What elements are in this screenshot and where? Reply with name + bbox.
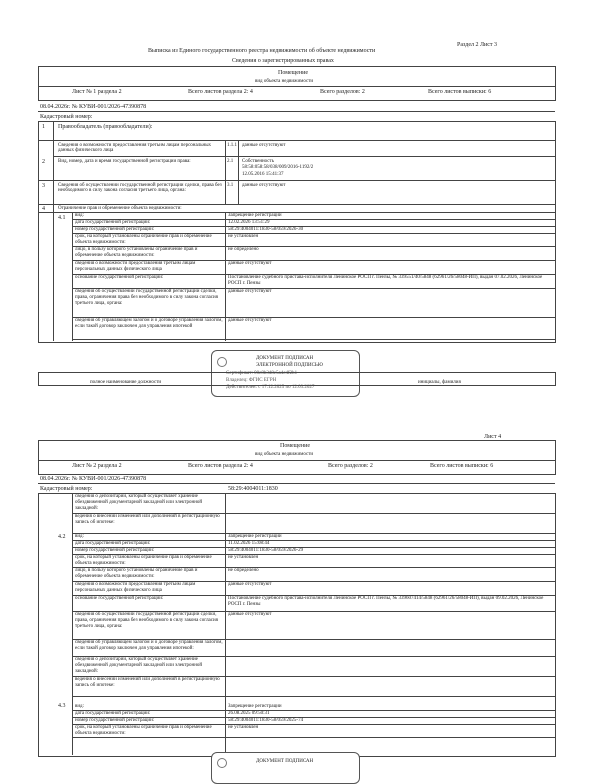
- encumbrance-value: данные отсутствуют: [228, 261, 272, 266]
- encumbrance-label: лицо, в пользу которого установлены ограничение прав и обременение объекта недвижимости:: [75, 247, 198, 258]
- page1-object-kind-sub: вид объекта недвижимости: [255, 79, 314, 84]
- page2-cadastral-label: Кадастровый номер:: [40, 486, 93, 492]
- encumbrance-label: срок, на который установлены ограничение прав и обременение объекта недвижимости:: [75, 555, 212, 566]
- stamp-line-1: Сертификат: 00e8b3d8e5a4c4f2b1: [226, 371, 298, 376]
- page1-total-sections: Всего разделов: 2: [320, 89, 365, 95]
- row-4-num: 4: [42, 206, 45, 212]
- row-1-num: 1: [42, 124, 45, 130]
- encumbrance-value: Запрещение регистрации: [228, 704, 282, 709]
- encumbrance-label: сведения об осуществлении государственной регистрации сделки, права, ограничения права без необходимого в силу закона согласия третьего лица, органа:: [75, 289, 218, 306]
- encumbrance-label: срок, на который установлены ограничение прав и обременение объекта недвижимости:: [75, 725, 212, 736]
- encumbrance-value: данные отсутствуют: [228, 318, 272, 323]
- stamp-sub: ЭЛЕКТРОННОЙ ПОДПИСЬЮ: [256, 363, 323, 368]
- row-1-1-label: Сведения о возможности предоставления третьим лицам персональных данных физического лица: [58, 143, 212, 153]
- row-1-1-value: данные отсутствуют: [242, 143, 286, 148]
- enc-4-2-num: 4.2: [58, 534, 66, 540]
- stamp-title: ДОКУМЕНТ ПОДПИСАН: [256, 356, 314, 361]
- encumbrance-label: вид:: [75, 534, 84, 539]
- page2-sheet-no: Лист № 2 раздела 2: [72, 463, 122, 469]
- row-3-value: данные отсутствуют: [242, 183, 286, 188]
- page2-sheet-label: Лист 4: [484, 434, 502, 440]
- encumbrance-label: номер государственной регистрации:: [75, 227, 155, 232]
- encumbrance-label: ведения о внесении изменений или дополнений в регистрационную запись об ипотеке:: [75, 514, 220, 525]
- sign-left-caption: полное наименование должности: [90, 380, 162, 385]
- row-3-label: Сведения об осуществлении государственной регистрации сделки, права без необходимого в силу закона согласия третьего лица, органа:: [58, 183, 222, 193]
- encumbrance-label: сведения о депозитарии, который осуществляет хранение обездвиженной документарной закладной или электронной закладной:: [75, 494, 203, 511]
- encumbrance-value: Запрещение регистрации: [228, 213, 282, 218]
- row-2-sub: 2.1: [227, 159, 234, 164]
- page1-total-sheets-extract: Всего листов выписки: 6: [428, 89, 492, 95]
- encumbrance-value: не установлен: [228, 234, 259, 239]
- encumbrance-value: Постановление судебного пристава-исполнителя Ленинское РОСП г. Пензы, № 339551/40/5848 (62961/26/58048-ИП), выдан 07.02.2026, Ленинское РОСП г. Пензы: [228, 275, 543, 286]
- page1-cadastral-label: Кадастровый номер:: [40, 114, 93, 120]
- row-3-num: 3: [42, 183, 45, 189]
- encumbrance-label: дата государственной регистрации:: [75, 220, 151, 225]
- page1-object-kind-title: Помещение: [278, 70, 309, 76]
- encumbrance-label: основание государственной регистрации:: [75, 596, 164, 601]
- encumbrance-value: данные отсутствуют: [228, 582, 272, 587]
- encumbrance-value: не установлен: [228, 555, 259, 560]
- encumbrance-label: дата государственной регистрации:: [75, 541, 151, 546]
- page1-sheet-no: Лист № 1 раздела 2: [72, 89, 122, 95]
- encumbrance-value: не определено: [228, 247, 259, 252]
- encumbrance-label: сведения об управляющем залогом и о договоре управления залогом, если такой договор заключен для управления ипотекой:: [75, 640, 223, 651]
- encumbrance-value: не определено: [228, 568, 259, 573]
- enc-4-1-num: 4.1: [58, 215, 66, 221]
- encumbrance-value: 58:29:4004011:1830-58/059/2026-30: [228, 227, 304, 232]
- page1-doc-date-num: 08.04.2026г. № КУВИ-001/2026-47390878: [40, 104, 147, 110]
- page2-total-sheets-extract: Всего листов выписки: 6: [430, 463, 494, 469]
- encumbrance-value: 11.02.2026 15:08:44: [228, 541, 270, 546]
- encumbrance-label: ведения о внесении изменений или дополнений в регистрационную запись об ипотеке:: [75, 677, 220, 688]
- row-2-label: Вид, номер, дата и время государственной регистрации права:: [58, 159, 191, 164]
- encumbrance-label: лицо, в пользу которого установлены ограничение прав и обременение объекта недвижимости:: [75, 568, 198, 579]
- encumbrance-value: данные отсутствуют: [228, 612, 272, 617]
- encumbrance-label: срок, на который установлены ограничение прав и обременение объекта недвижимости:: [75, 234, 212, 245]
- row-4-label: Ограничение прав и обременение объекта недвижимости:: [58, 206, 182, 211]
- page2-cadastral-value: 58:29:4004011:1830: [228, 486, 278, 492]
- stamp-line-3: Действителен: с 17.12.2025 по 12.03.2027: [226, 385, 315, 390]
- section-sheet-label: Раздел 2 Лист 3: [457, 42, 498, 48]
- sign-right-caption: инициалы, фамилия: [418, 380, 461, 385]
- document-subtitle: Сведения о зарегистрированных правах: [232, 58, 334, 64]
- encumbrance-value: данные отсутствуют: [228, 289, 272, 294]
- page2-total-sections: Всего разделов: 2: [328, 463, 373, 469]
- stamp-line-2: Владелец: ФГИС ЕГРН: [226, 378, 277, 383]
- page2-e-signature-stamp: [211, 752, 360, 784]
- page2-total-sheets-section: Всего листов раздела 2: 4: [188, 463, 253, 469]
- page1-total-sheets-section: Всего листов раздела 2: 4: [188, 89, 253, 95]
- encumbrance-label: номер государственной регистрации:: [75, 548, 155, 553]
- row-divider: [72, 339, 555, 340]
- row-2-value: Собственность 58:58:058:58/038/009/2016-1192/2 12.05.2016 15:41:37: [242, 159, 314, 177]
- encumbrance-value: не установлен: [228, 725, 259, 730]
- encumbrance-label: сведения об осуществлении государственной регистрации сделки, права, ограничения права без необходимого в силу закона согласия третьего лица, органа:: [75, 612, 218, 629]
- emblem-icon: [217, 357, 227, 367]
- encumbrance-label: номер государственной регистрации:: [75, 718, 155, 723]
- encumbrance-value: 26.08.2025 09:50:31: [228, 711, 270, 716]
- encumbrance-value: Постановление судебного пристава-исполнителя Ленинское РОСП г. Пензы, № 339607414/5848 (62961/26/58048-ИП), выдан 09.02.2026, Ленинское РОСП г. Пензы: [228, 596, 544, 607]
- encumbrance-value: 12.02.2026 13:51:29: [228, 220, 270, 225]
- encumbrance-label: сведения о депозитарии, который осуществляет хранение обездвиженной документарной закладной или электронной закладной:: [75, 657, 203, 674]
- row-divider: [72, 737, 555, 738]
- encumbrance-value: 58:29:4004011:1830-58/059/2025-74: [228, 718, 304, 723]
- page2-object-kind-title: Помещение: [280, 443, 311, 449]
- encumbrance-label: вид:: [75, 704, 84, 709]
- encumbrance-label: сведения о возможности предоставления третьим лицам персональных данных физического лица: [75, 261, 196, 272]
- encumbrance-value: Запрещение регистрации: [228, 534, 282, 539]
- encumbrance-label: сведения о возможности предоставления третьим лицам персональных данных физического лица: [75, 582, 196, 593]
- encumbrance-label: дата государственной регистрации:: [75, 711, 151, 716]
- encumbrance-label: основание государственной регистрации:: [75, 275, 164, 280]
- row-1-1-num: 1.1.1: [227, 143, 237, 148]
- enc-4-3-num: 4.3: [58, 703, 66, 709]
- page2-doc-date-num: 08.04.2026г. № КУВИ-001/2026-47390878: [40, 476, 147, 482]
- row-2-num: 2: [42, 159, 45, 165]
- row-3-sub: 3.1: [227, 183, 234, 188]
- row-1-label: Правообладатель (правообладатели):: [58, 124, 153, 130]
- document-title: Выписка из Единого государственного реестра недвижимости об объекте недвижимости: [148, 48, 376, 54]
- row-divider: [72, 696, 555, 697]
- encumbrance-label: вид:: [75, 213, 84, 218]
- page2-object-kind-sub: вид объекта недвижимости: [255, 452, 314, 457]
- page2-stamp-title: ДОКУМЕНТ ПОДПИСАН: [256, 759, 314, 764]
- encumbrance-value: 58:29:4004011:1830-58/059/2026-29: [228, 548, 304, 553]
- encumbrance-label: сведения об управляющем залогом и о договоре управления залогом, если такой договор заключен для управления ипотекой: [75, 318, 223, 329]
